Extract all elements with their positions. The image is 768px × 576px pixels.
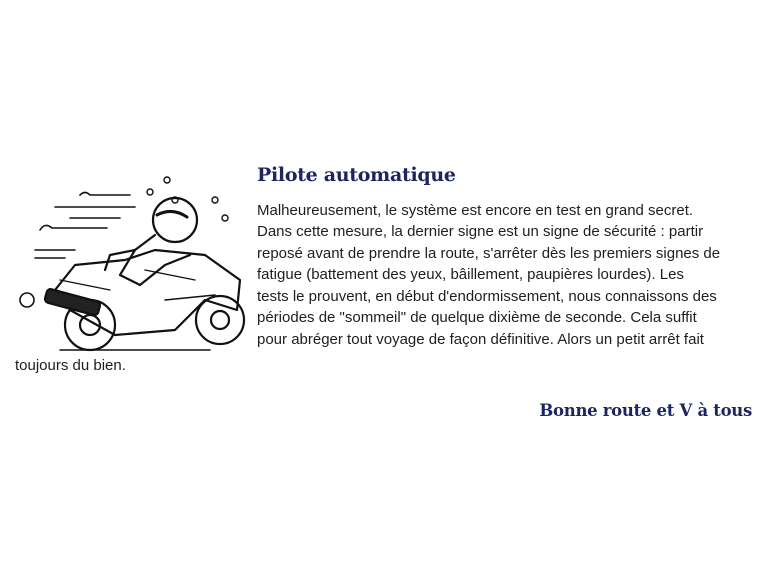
body-line: pour abréger tout voyage de façon définitive. Alors un petit arrêt fait (257, 331, 704, 348)
body-line: fatigue (battement des yeux, bâillement, paupières lourdes). Les (257, 266, 684, 283)
helmet (153, 198, 197, 242)
body-line: Malheureusement, le système est encore en test en grand secret. (257, 202, 694, 219)
body-line: périodes de "sommeil" de quelque dixième de seconde. Cela suffit (257, 309, 697, 326)
article-title: Pilote automatique (257, 164, 456, 186)
body-line: tests le prouvent, en début d'endormissement, nous connaissons des (257, 288, 717, 305)
exhaust-puff (20, 293, 34, 307)
signoff: Bonne route et V à tous (539, 401, 752, 420)
body-line: Dans cette mesure, la dernier signe est un signe de sécurité : partir (257, 223, 704, 240)
sleepy-motorcyclist-illustration (15, 170, 250, 355)
body-line: toujours du bien. (15, 357, 126, 374)
body-line: reposé avant de prendre la route, s'arrêter dès les premiers signes de (257, 245, 721, 262)
